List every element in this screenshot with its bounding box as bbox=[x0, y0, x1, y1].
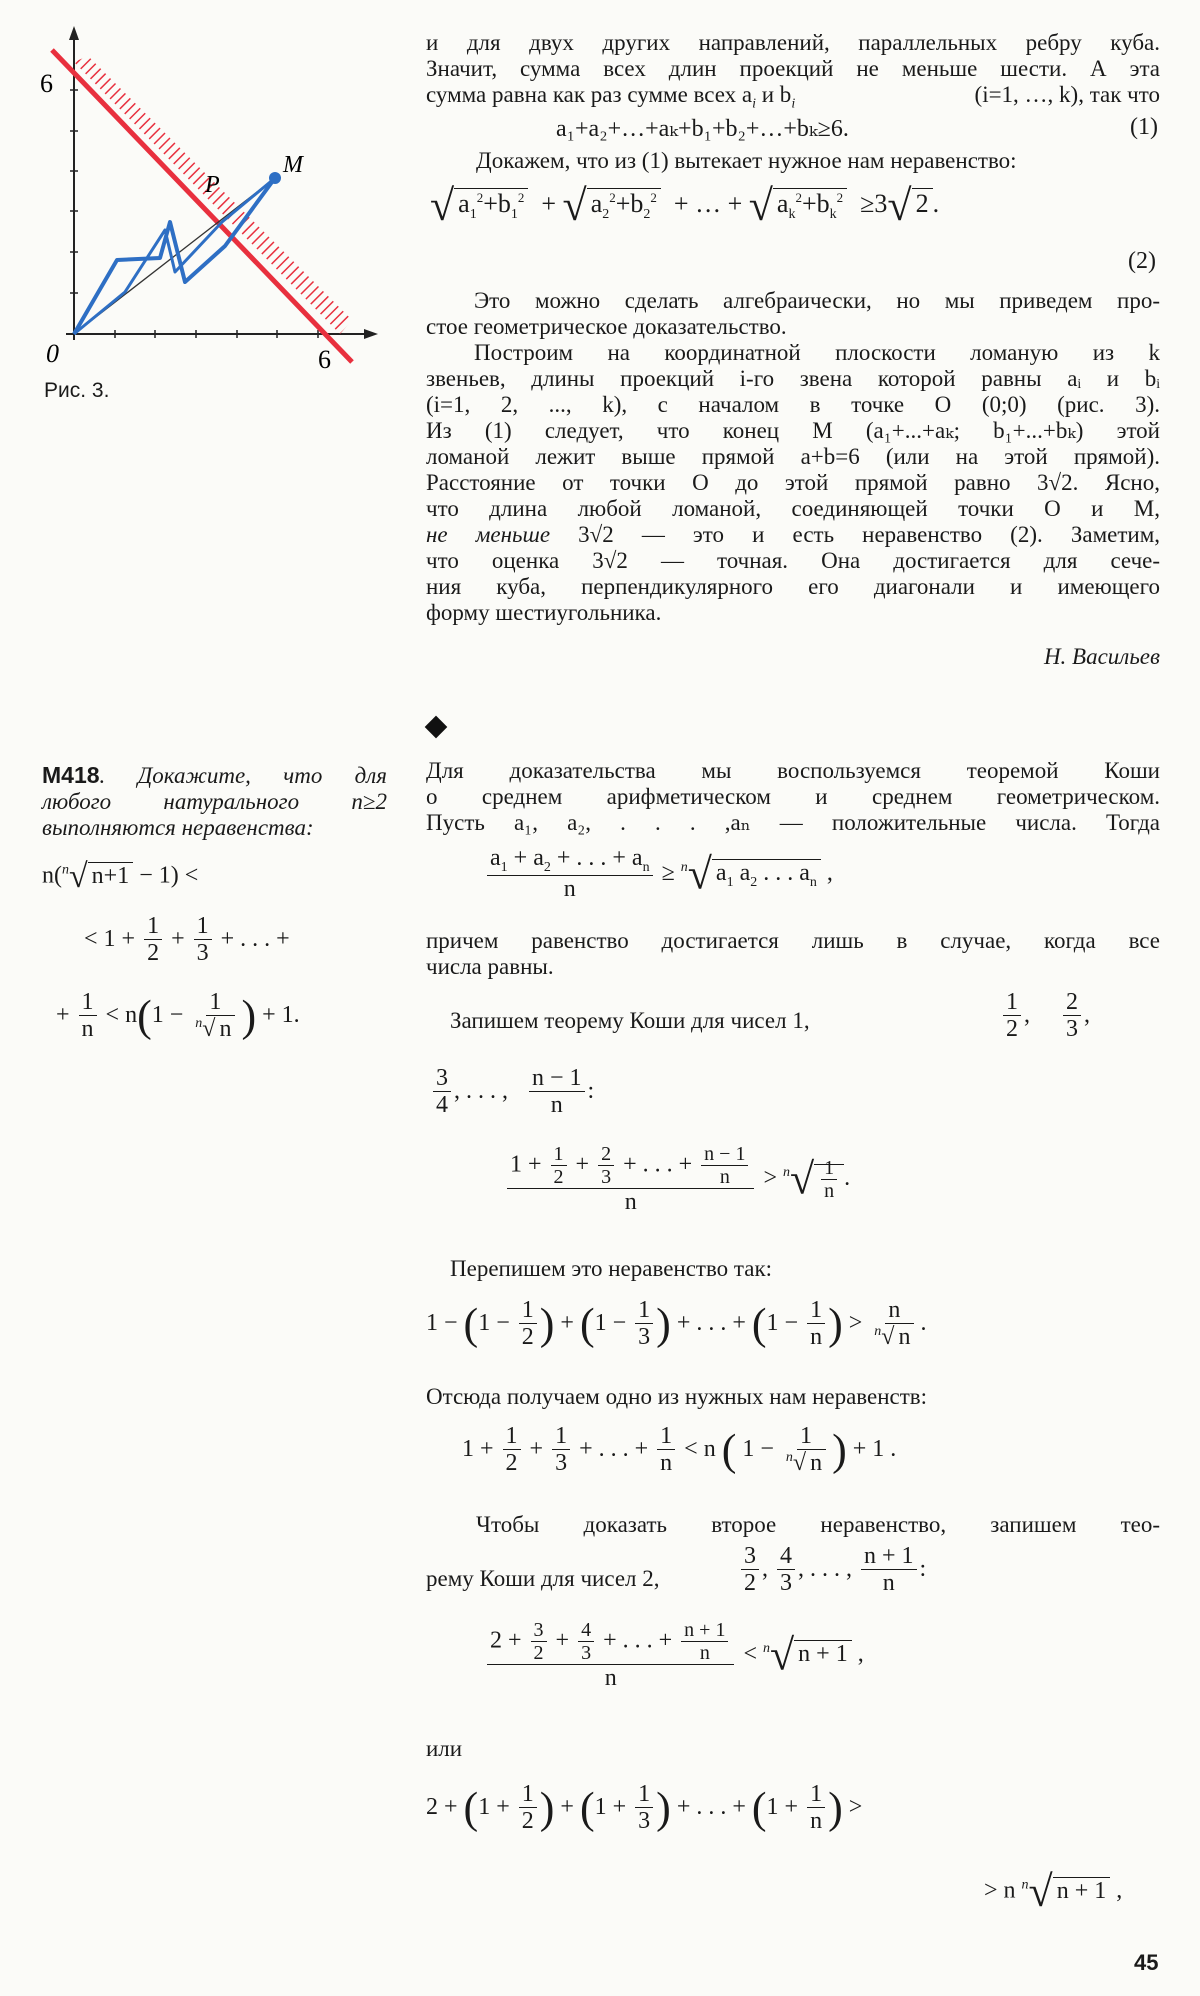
proof-intro: Для доказательства мы воспользуемся теоремой Коши о среднем арифметическом и среднем геометрическом. Пусть a₁, a₂, . . . ,aₙ — положительные числа. Тогда bbox=[426, 758, 1160, 835]
inequality-mean-1: 1 + $\frac{1}{2}$ + $\frac{2}{3}$ + . . . + $\frac{n - 1}{n}$ n > $^n$√ $\frac{1}{n}$ . bbox=[504, 1144, 850, 1215]
second-part-fractions: $\frac{3}{2}$ , $\frac{4}{3}$ , . . . , $\frac{n + 1}{n}$ : bbox=[738, 1544, 926, 1597]
inequality-rewritten: 1 − (1 − $\frac{1}{2}$ ) + (1 − $\frac{1}{3}$ ) + . . . + (1 − $\frac{1}{n}$ ) > $\frac{n}{^n√ n}$ . bbox=[426, 1297, 927, 1351]
text-line: сумма равна как раз сумме всех $a_i$ и $b_i$ (i=1, …, k), так что bbox=[426, 82, 1160, 112]
author: Н. Васильев bbox=[1043, 644, 1160, 669]
equation-2: √ $a_1^2+b_1^2$ + √ $a_2^2+b_2^2$ + … + √ $a_k^2+b_k^2 \ge 3√$ 2 . bbox=[430, 181, 940, 230]
problem-inequality-line-3: + $\frac{1}{n}$ < n(1 − $\frac{1}{^n√ n}$ ) + 1. bbox=[56, 989, 300, 1043]
section-diamond bbox=[425, 716, 448, 739]
problem-inequality-line-1: n($^n$√ n+1 − 1) < bbox=[42, 858, 199, 895]
problem-inequality-line-2: < 1 + $\frac{1}{2}$ + $\frac{1}{3}$ + . . . + bbox=[84, 913, 290, 967]
equation-1-number: (1) bbox=[1130, 114, 1158, 140]
x-label-6: 6 bbox=[318, 345, 331, 374]
point-M bbox=[269, 172, 281, 184]
text-line: Докажем, что из (1) вытекает нужное нам неравенство: bbox=[476, 148, 1017, 173]
cauchy-numbers-fractions-2: $\frac{3}{4}$ , . . . , $\frac{n - 1}{n}$ : bbox=[430, 1066, 594, 1119]
text-line: и для двух других направлений, параллельных ребру куба. bbox=[426, 30, 1160, 55]
x-axis-arrow bbox=[364, 329, 378, 339]
text-line: Значит, сумма всех длин проекций не меньше шести. А эта bbox=[426, 56, 1160, 81]
y-label-6: 6 bbox=[40, 69, 53, 98]
point-M-label: M bbox=[283, 152, 303, 178]
equation-1: a₁+a₂+…+aₖ+b₁+b₂+…+bₖ≥6. bbox=[556, 116, 849, 142]
equation-2-number: (2) bbox=[1128, 248, 1156, 274]
problem-statement: М418. Докажите, что для любого натурального n≥2 выполняются неравенства: bbox=[42, 762, 387, 840]
inequality-mean-2: 2 + $\frac{3}{2}$ + $\frac{4}{3}$ + . . . + $\frac{n + 1}{n}$ n < $^n$√ n + 1 , bbox=[484, 1620, 864, 1691]
figure-3 bbox=[0, 0, 420, 420]
figure-caption: Рис. 3. bbox=[44, 379, 110, 402]
second-part-intro: Чтобы доказать второе неравенство, запишем тео- bbox=[476, 1512, 1160, 1537]
text-line: или bbox=[426, 1736, 463, 1761]
equality-condition: причем равенство достигается лишь в случае, когда все числа равны. bbox=[426, 928, 1160, 979]
top-text-block bbox=[426, 30, 1160, 118]
problem-code: М418 bbox=[42, 762, 100, 788]
text-line: Отсюда получаем одно из нужных нам неравенств: bbox=[426, 1384, 928, 1409]
text-line: Перепишем это неравенство так: bbox=[450, 1256, 773, 1281]
inequality-rewritten-2-end: > n $^n$√ n + 1 , bbox=[984, 1867, 1123, 1916]
am-gm-inequality: $\frac{a_1 + a_2 + . . . + a_n}{n}$ ≥ $^n$√ $a_1$ $a_2$ . . . $a_n$ , bbox=[484, 846, 833, 903]
page-number: 45 bbox=[1134, 1950, 1159, 1975]
cauchy-numbers-fractions: $\frac{1}{2}$ , $\frac{2}{3}$ , bbox=[1000, 990, 1090, 1043]
y-axis-arrow bbox=[69, 26, 79, 40]
paragraph-algebraic: Это можно сделать алгебраически, но мы приведем про- стое геометрическое доказательство. bbox=[426, 288, 1160, 339]
inequality-rewritten-2: 2 + (1 + $\frac{1}{2}$ ) + (1 + $\frac{1}{3}$ ) + . . . + (1 + $\frac{1}{n}$ ) > bbox=[426, 1781, 863, 1835]
first-inequality-result: 1 + $\frac{1}{2}$ + $\frac{1}{3}$ + . . . + $\frac{1}{n}$ < n ( 1 − $\frac{1}{^n√ n}$ ) + 1 . bbox=[462, 1423, 897, 1477]
second-part-numbers: рему Коши для чисел 2, bbox=[426, 1566, 660, 1591]
cauchy-numbers-line: Запишем теорему Коши для чисел 1, bbox=[450, 1008, 810, 1033]
origin-label: 0 bbox=[46, 339, 59, 368]
paragraph-geometric: Построим на координатной плоскости ломаную из k звеньев, длины проекций i-го звена которой равны aᵢ и bᵢ (i=1, 2, ..., k), с началом в точке O (0;0) (рис. 3). Из (1) следует, что конец M (a₁+...+aₖ; b₁+...+bₖ) этой ломаной лежит выше прямой a+b=6 (или на этой прямой). Расстояние от точки O до этой прямой равно 3√2. Ясно, что длина любой ломаной, соединяющей точки O и M, не меньше 3√2 — это и есть неравенство (2). Заметим, что оценка 3√2 — точная. Она достигается для сече- ния куба, перпендикулярного его диагонали и имеющего форму шестиугольника. bbox=[426, 340, 1160, 625]
point-P-label: P bbox=[205, 172, 220, 198]
